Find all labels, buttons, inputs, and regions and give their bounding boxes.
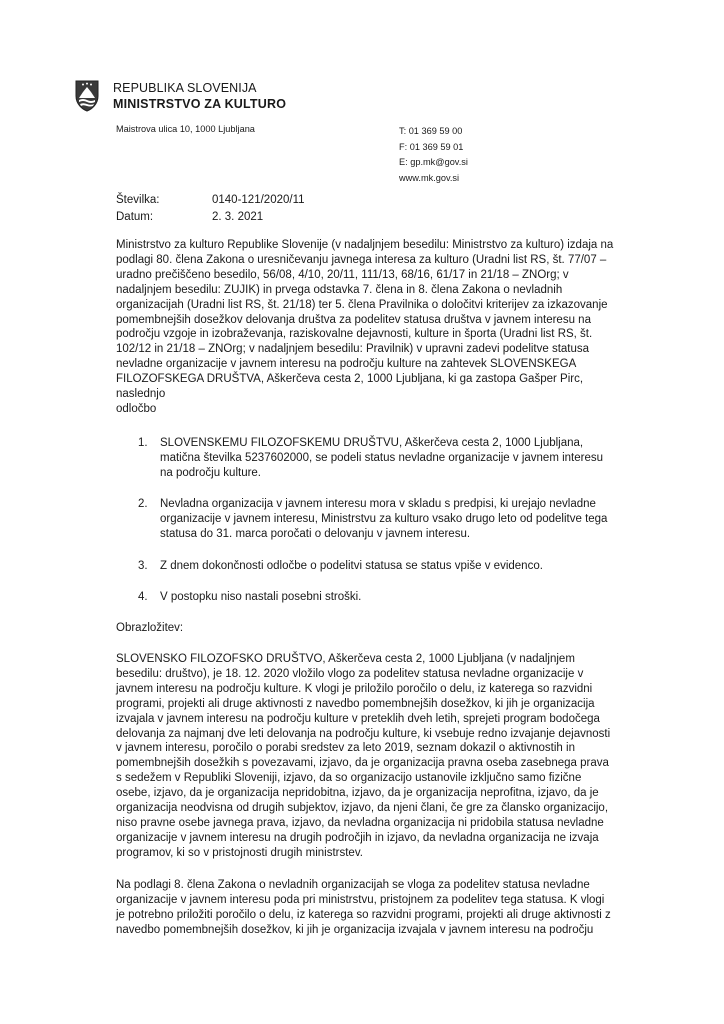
item-text: V postopku niso nastali posebni stroški.	[160, 591, 362, 603]
email: E: gp.mk@gov.si	[399, 157, 468, 167]
reference-number-label: Številka:	[116, 194, 160, 206]
reasoning-paragraph-2: Na podlagi 8. člena Zakona o nevladnih organizacijah se vloga za podelitev statusa nevladne organizacije v javnem interesu poda pri ministrstvu, pristojnem za podelitev tega statusa. K vlogi je potrebno priložiti poročilo o delu, iz katerega so razvidni programi, projekti ali druge aktivnosti z navedbo pomembnejših dosežkov, ki jih je organizacija izvajala v javnem interesu na področju	[116, 879, 611, 936]
contact-block	[399, 124, 468, 186]
intro-paragraph: Ministrstvo za kulturo Republike Slovenije (v nadaljnjem besedilu: Ministrstvo za kulturo) izdaja na podlagi 80. člena Zakona o uresničevanju javnega interesa za kulturo (Uradni list RS, št. 77/07 – uradno prečiščeno besedilo, 56/08, 4/10, 20/11, 111/13, 68/16, 61/17 in 21/18 – ZNOrg; v nadaljnjem besedilu: ZUJIK) in prvega odstavka 7. člena in 8. člena Zakona o nevladnih organizacijah (Uradni list RS, št. 21/18) ter 5. člena Pravilnika o določitvi kriterijev za izkazovanje pomembnejših dosežkov delovanja društva za podelitev statusa društva v javnem interesu na področju vzgoje in izobraževanja, raziskovalne dejavnosti, kulture in športa (Uradni list RS, št. 102/12 in 21/18 – ZNOrg; v nadaljnjem besedilu: Pravilnik) v upravni zadevi podelitve statusa nevladne organizacije v javnem interesu na področju kulture na zahtevek SLOVENSKEGA FILOZOFSKEGA DRUŠTVA, Aškerčeva cesta 2, 1000 Ljubljana, ki ga zastopa Gašper Pirc, naslednjo	[116, 239, 614, 401]
reasoning-heading: Obrazložitev:	[116, 622, 184, 634]
org-country: REPUBLIKA SLOVENIJA	[113, 81, 257, 95]
coat-of-arms-icon	[74, 80, 100, 112]
website: www.mk.gov.si	[399, 172, 460, 183]
reference-block	[116, 192, 305, 226]
reference-number-value: 0140-121/2020/11	[212, 194, 305, 206]
date-label: Datum:	[116, 211, 154, 223]
date-value: 2. 3. 2021	[212, 211, 264, 223]
ministry-address: Maistrova ulica 10, 1000 Ljubljana	[116, 124, 255, 134]
item-number: 4.	[138, 591, 148, 603]
organization-header	[113, 80, 286, 112]
item-number: 1.	[138, 437, 148, 449]
org-ministry: MINISTRSTVO ZA KULTURO	[113, 97, 287, 111]
item-text: SLOVENSKEMU FILOZOFSKEMU DRUŠTVU, Aškerčeva cesta 2, 1000 Ljubljana, matična številka 5237602000, se podeli status nevladne organizacije v javnem interesu na področju kulture.	[160, 437, 604, 479]
item-text: Nevladna organizacija v javnem interesu mora v skladu s predpisi, ki urejajo nevladne organizacije v javnem interesu, Ministrstvu za kulturo vsako drugo leto od podelitve tega statusa do 31. marca poročati o delovanju v javnem interesu.	[160, 498, 608, 540]
item-number: 3.	[138, 560, 148, 572]
phone: T: 01 369 59 00	[399, 126, 463, 136]
item-text: Z dnem dokončnosti odločbe o podelitvi statusa se status vpiše v evidenco.	[160, 560, 543, 572]
decision-heading: odločbo	[116, 403, 157, 415]
item-number: 2.	[138, 498, 148, 510]
fax: F: 01 369 59 01	[399, 141, 464, 152]
reasoning-paragraph-1: SLOVENSKO FILOZOFSKO DRUŠTVO, Aškerčeva cesta 2, 1000 Ljubljana (v nadaljnjem besedilu: društvo), je 18. 12. 2020 vložilo vlogo za podelitev statusa nevladne organizacije v javnem interesu na področju kulture. K vlogi je priložilo poročilo o delu, iz katerega so razvidni programi, projekti ali druge aktivnosti z navedbo pomembnejših dosežkov, ki jih je organizacija izvajala v javnem interesu na področju kulture v preteklih dveh letih, sprejeti program bodočega delovanja za najmanj dve leti delovanja na področju kulture, ki vsebuje redno izvajanje dejavnosti v javnem interesu, poročilo o porabi sredstev za leto 2019, seznam dokazil o aktivnostih in pomembnejših dosežkih s povezavami, izjavo, da je organizacija pravna oseba zasebnega prava s sedežem v Republiki Sloveniji, izjavo, da so organizacijo ustanovile izključno samo fizične osebe, izjavo, da je organizacija nepridobitna, izjavo, da je organizacija neprofitna, izjavo, da je organizacija neodvisna od drugih subjektov, izjavo, da njeni člani, če gre za člansko organizacijo, niso pravne osebe javnega prava, izjavo, da nevladna organizacija ni pridobila statusa nevladne organizacije v javnem interesu na drugih področjih in izjavo, da nevladna organizacija ne izvaja programov, ki so v pristojnosti drugih ministrstev.	[116, 653, 611, 859]
